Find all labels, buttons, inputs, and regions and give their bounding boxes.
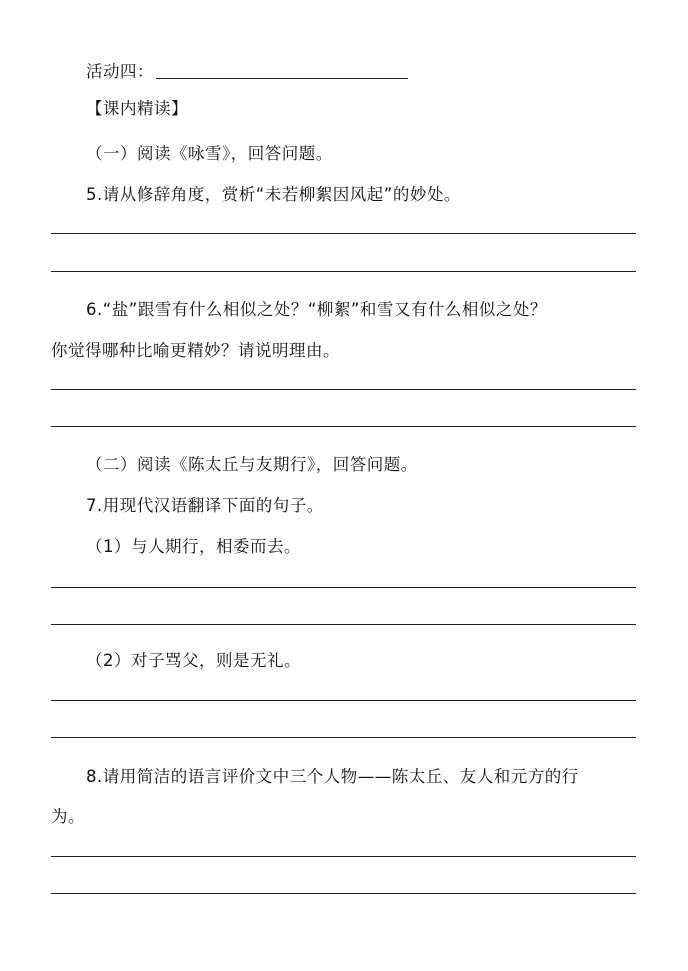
question-8-line2: 为。 [51, 807, 85, 826]
answer-line-q7-2-a[interactable] [51, 700, 636, 701]
part2-heading: （二）阅读《陈太丘与友期行》，回答问题。 [86, 455, 418, 474]
question-7-2: （2）对子骂父，则是无礼。 [86, 651, 301, 670]
answer-line-q8-1[interactable] [51, 856, 636, 857]
answer-line-q5-1[interactable] [51, 233, 636, 234]
question-5: 5.请从修辞角度，赏析“未若柳絮因风起”的妙处。 [86, 185, 461, 204]
answer-line-q8-2[interactable] [51, 893, 636, 894]
answer-line-q5-2[interactable] [51, 271, 636, 272]
answer-line-q6-1[interactable] [51, 389, 636, 390]
question-8-line1: 8.请用简洁的语言评价文中三个人物——陈太丘、友人和元方的行 [86, 767, 579, 786]
activity-four-label: 活动四： [86, 62, 154, 81]
activity-four-answer-blank[interactable] [156, 78, 408, 79]
section-title: 【课内精读】 [86, 99, 188, 118]
question-6-line2: 你觉得哪种比喻更精妙？请说明理由。 [51, 341, 340, 360]
activity-four-line [86, 62, 408, 82]
part1-heading: （一）阅读《咏雪》，回答问题。 [86, 144, 333, 163]
question-6-line1: 6.“盐”跟雪有什么相似之处？“柳絮”和雪又有什么相似之处？ [86, 300, 547, 319]
answer-line-q7-2-b[interactable] [51, 737, 636, 738]
answer-line-q6-2[interactable] [51, 426, 636, 427]
question-7-1: （1）与人期行，相委而去。 [86, 537, 301, 556]
answer-line-q7-1-a[interactable] [51, 587, 636, 588]
answer-line-q7-1-b[interactable] [51, 624, 636, 625]
question-7: 7.用现代汉语翻译下面的句子。 [86, 496, 324, 515]
